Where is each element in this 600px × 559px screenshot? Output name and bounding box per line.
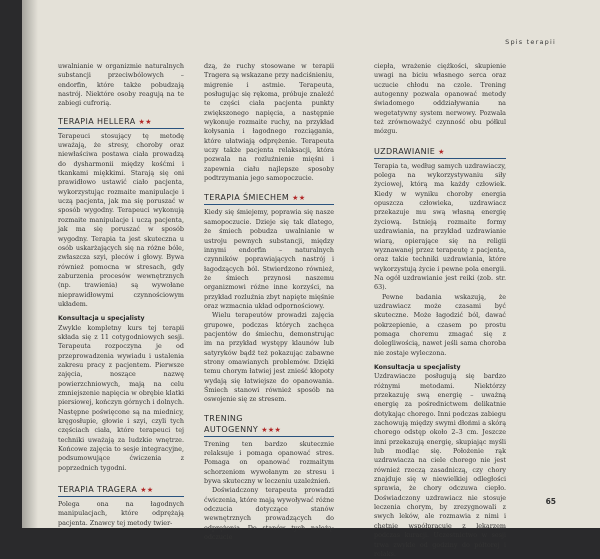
column-3 [374, 62, 506, 559]
heading-tragera [58, 484, 184, 496]
heading-tragera-label: TERAPIA TRAGERA [58, 485, 138, 495]
book-page [22, 0, 600, 558]
rating-stars: ★★ [138, 117, 152, 126]
konsultacja-body: Zwykle kompletny kurs tej terapii składa się z 11 cotygodniowych sesji. Terapeuta rozpoczyna je od przeprowadzenia wywiadu i ustalenia zakresu pracy z pacjentem. Pierwsze zajęcia, noszące nazwę powierzchniowych, mają na celu zmniejszenie napięcia w obrębie klatki piersiowej, kończyn górnych i dolnych. Następne poświęcone są na miednicy, kręgosłupie, głowie i szyi, czyli tych częściach ciała, które terapeuci tej techniki uważają za ludzkie wnętrze. Końcowe zajęcia to sesje integracyjne, podsumowujące ćwiczenia z poprzednich tygodni. [58, 323, 184, 472]
smiechem-body: Kiedy się śmiejemy, poprawia się nasze samopoczucie. Dzieje się tak dlatego, że śmiech pobudza uwalnianie w ustroju pewnych substancji, między innymi endorfin – naturalnych czynników poprawiających nastrój i łagodzących ból. Stwierdzono również, że śmiech przynosi naszemu organizmowi różne inne korzyści, na przykład rozluźnia zbyt napięte mięśnie oraz wzmacnia układ odpornościowy. [204, 208, 334, 310]
heading-uzdrawianie [374, 146, 506, 158]
trening-body: Trening ten bardzo skutecznie relaksuje i pomaga opanować stres. Pomaga on opanować rozmaitym schorzeniom wywołanym ze stresu i bywa skuteczny w leczeniu uzależnień. [204, 439, 334, 486]
konsultacja-body-2: Uzdrawiacze posługują się bardzo różnymi metodami. Niektórzy przekazuję swą energię – uważną energię za pośrednictwem delikatnie dotykając chorego. Inni podczas zabiegu zachowują między swymi dłońmi a skórą chorego odstęp około 2–3 cm. Jeszcze inni przekazują energię, skupiając myśli lub modląc się. Położenie rąk uzdrawiacza na ciele chorego nie jest również rzeczą zasadniczą, czy chory znajduje się w niewielkiej odległości sprawia, że chory odczuwa ciepło. Doświadczony uzdrawiacz nie stosuje leczenia chorym, by zrezygnowali z swych leków, ale rozmawia z nimi i chętnie współpracuje z lekarzem podczas kuracji. Uczestnictwo w sesji trwa zwykle od godziny do półtorej i relaks. [374, 372, 506, 558]
uzdrawianie-body-2: Pewne badania wskazują, że uzdrawiacz może czasami być skuteczne. Może łagodzić ból, dawać pokrzepienie, a czasem po prostu pomaga choremu zmagać się z dolegliwością, nawet jeśli sama choroba nie zostaje wyleczona. [374, 292, 506, 357]
heading-trening-label: AUTOGENNY [204, 424, 259, 434]
hellera-body: Terapeuci stosujący tę metodę uważają, że stresy, choroby oraz niewłaściwa postawa ciała prowadzą do dysharmonii między kośćmi i tkankami miękkimi. Starają się oni prawidłowo ustawić ciało pacjenta, wykorzystując rozmaite manipulacje i uczą pacjenta, jak ma się poruszać w sposób wygodny. Terapeuci wykonują rozmaite manipulacje i uczą pacjenta, jak ma się poruszać w sposób wygodny. Terapia ta jest skuteczna u osób uskarżających się na różne bóle, zwłaszcza szyi, pleców i głowy. Bywa również pomocna w stresach, gdy zaburzenia procesów wewnętrznych (np. trawienia) są wywołane nieprawidłowymi czynnościowym układem. [58, 131, 184, 308]
subheading-konsultacja: Konsultacja u specjalisty [58, 315, 145, 323]
smiechem-body-2: Wielu terapeutów prowadzi zajęcia grupowe, podczas których zachęca pacjentów do śmiechu, demonstrując im na przykład występy klaunów lub satyryków bądź też pokazując zabawne strony omawianych problemów. Dzięki temu chorym łatwiej jest znieść kłopoty wydają się łatwiejsze do opanowania. Śmiech stanowi również sposób na oswojenie się ze stresem. [204, 311, 334, 404]
rating-stars: ★ [438, 147, 445, 156]
uzdrawianie-body: Terapia ta, według samych uzdrawiaczy, polega na wykorzystywaniu siły życiowej, którą ma każdy człowiek. Kiedy w wyniku choroby energia opuszcza człowieka, uzdrawiacz przekazuje mu swą własną energię życiową. Istnieją rozmaite formy uzdrawiania, na przykład uzdrawianie wiarą, opierające się na religii wyznawanej przez terapeutę z pacjenta, oraz takie techniki uzdrawiania, które wykorzystują życie i pewne pola energii. Na ogół uzdrawianie jest reiki (zob. str. 63). [374, 161, 506, 292]
heading-smiechem [204, 192, 334, 204]
heading-smiechem-label: TERAPIA ŚMIECHEM [204, 193, 290, 203]
heading-hellera [58, 116, 184, 128]
tragera-body: Polega ona na łagodnych manipulacjach, które odprężają pacjenta. Znawcy tej metody twier- [58, 500, 184, 527]
subheading-konsultacja: Konsultacja u specjalisty [374, 363, 461, 371]
gutter-shadow [22, 0, 38, 528]
intro-text: uwalnianie w organizmie naturalnych substancji przeciwbólowych – endorfin, które także pobudzają nastrój. Niektóre osoby reagują na te zabiegi cufrorią. [58, 62, 184, 108]
heading-hellera-label: TERAPIA HELLERA [58, 116, 136, 126]
page-number: 65 [545, 497, 556, 506]
trening-body-2: Doświadczony terapeuta prowadzi ćwiczenia, które mają wywoływać różne odczucia dotyczące stanów wewnętrznych prowadzących do odprężenia. Do stanów tych należą: odczucie [204, 486, 334, 542]
heading-uzdrawianie-label: UZDRAWIANIE [374, 146, 436, 156]
running-head: Spis terapii [505, 38, 556, 46]
rating-stars: ★★ [140, 486, 154, 495]
column-1 [58, 62, 184, 528]
trening-continued: ciepła, wrażenie ciężkości, skupienie uwagi na biciu własnego serca oraz uczucie chłodu na czole. Trening autogenny pozwala opanować metody świadomego oddziaływania na wegetatywny system nerwowy. Pozwala też zrównoważyć czynność obu półkul mózgu. [374, 62, 506, 136]
heading-trening-line2 [204, 424, 334, 436]
heading-trening-line1: TRENING [204, 413, 243, 423]
column-2 [204, 62, 334, 542]
rating-stars: ★★ [292, 194, 306, 203]
rating-stars: ★★★ [261, 425, 282, 434]
tragera-continued: dzą, że ruchy stosowane w terapii Tragera są wskazane przy nadciśnieniu, migrenie i astmie. Terapeuta, posługując się rękoma, próbuje znaleźć te części ciała pacjenta punkty zwiększonego napięcia, a następnie wykonuje rozmaite ruchy, na przykład kołysania i łagodnego rozciągania, które ułatwiają odprężenie. Terapeuta uczy także pacjenta relaksacji, która pozwala na rozluźnienie mięśni i zapewnia ciału najlepsze sposoby podtrzymania jego samopoczucie. [204, 62, 334, 183]
